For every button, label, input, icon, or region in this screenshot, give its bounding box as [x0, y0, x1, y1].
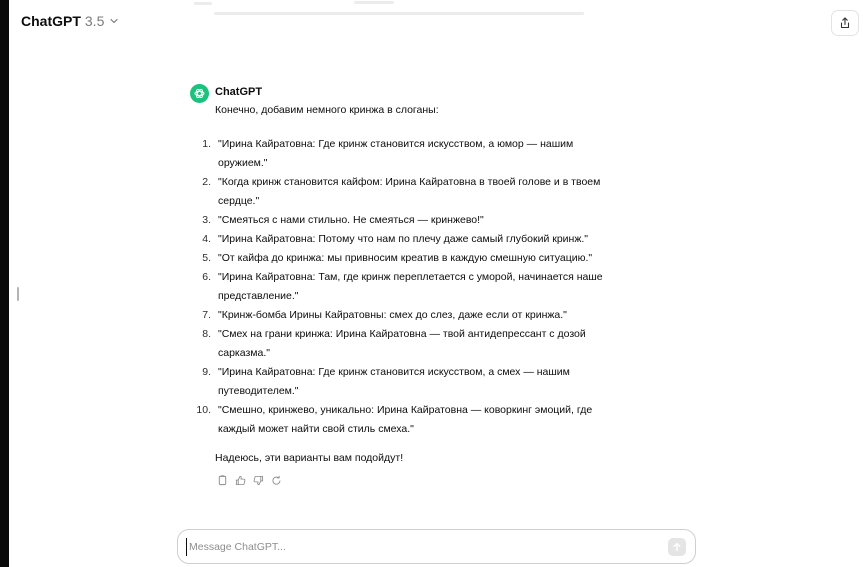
list-item-number: 4. [202, 233, 211, 245]
list-item-number: 6. [202, 271, 211, 283]
list-item-number: 1. [202, 138, 211, 150]
message-intro: Конечно, добавим немного кринжа в слоганы: [215, 104, 439, 116]
scrolled-content-fade [184, 0, 604, 18]
list-item [190, 249, 630, 268]
share-icon [839, 17, 851, 29]
list-item-number: 10. [196, 404, 211, 416]
list-item-number: 7. [202, 309, 211, 321]
list-item-text: "Смешно, кринжево, уникально: Ирина Кайратовна — коворкинг эмоций, где каждый может найти свой стиль смеха." [218, 404, 593, 435]
model-name: ChatGPT [21, 13, 81, 29]
thumbs-up-icon [235, 475, 246, 486]
list-item-text: "Ирина Кайратовна: Где кринж становится искусством, а юмор — нашим оружием." [218, 138, 574, 169]
message-actions [216, 474, 282, 486]
chevron-down-icon [109, 16, 119, 26]
list-item-number: 3. [202, 214, 211, 226]
arrow-up-icon [672, 542, 682, 552]
message-composer [177, 529, 696, 564]
list-item [190, 268, 630, 306]
message-outro: Надеюсь, эти варианты вам подойдут! [215, 452, 404, 464]
list-item-text: "Когда кринж становится кайфом: Ирина Кайратовна в твоей голове и в твоем сердце." [218, 176, 601, 207]
thumbs-down-icon [253, 475, 264, 486]
list-item [190, 173, 630, 211]
chatgpt-avatar [190, 84, 209, 103]
copy-icon [217, 475, 228, 486]
list-item-text: "Ирина Кайратовна: Там, где кринж переплетается с уморой, начинается наше представление." [218, 271, 603, 302]
list-item-text: "От кайфа до кринжа: мы привносим креатив в каждую смешную ситуацию." [218, 252, 593, 264]
list-item-number: 2. [202, 176, 211, 188]
thumbs-down-button[interactable] [252, 474, 264, 486]
list-item-text: "Кринж-бомба Ирины Кайратовны: смех до слез, даже если от кринжа." [218, 309, 567, 321]
list-item [190, 211, 630, 230]
list-item-number: 9. [202, 366, 211, 378]
share-button[interactable] [831, 10, 859, 36]
sidebar-toggle-handle[interactable] [17, 287, 19, 301]
list-item [190, 135, 630, 173]
list-item-text: "Ирина Кайратовна: Потому что нам по плечу даже самый глубокий кринж." [218, 233, 588, 245]
send-button[interactable] [668, 538, 686, 556]
list-item [190, 230, 630, 249]
list-item-text: "Смех на грани кринжа: Ирина Кайратовна — твой антидепрессант с дозой сарказма." [218, 328, 586, 359]
regenerate-button[interactable] [270, 474, 282, 486]
thumbs-up-button[interactable] [234, 474, 246, 486]
header [9, 0, 863, 44]
list-item [190, 401, 630, 439]
list-item-text: "Ирина Кайратовна: Где кринж становится искусством, а смех — нашим путеводителем." [218, 366, 570, 397]
message-input[interactable] [186, 538, 659, 556]
model-version: 3.5 [84, 13, 105, 29]
openai-logo-icon [193, 87, 206, 100]
list-item-text: "Смеяться с нами стильно. Не смеяться — кринжево!" [218, 214, 484, 226]
slogan-list [190, 135, 630, 439]
model-switcher[interactable] [21, 13, 119, 29]
list-item-number: 5. [202, 252, 211, 264]
list-item [190, 325, 630, 363]
regenerate-icon [271, 475, 282, 486]
sidebar-edge [0, 0, 9, 567]
list-item [190, 306, 630, 325]
list-item-number: 8. [202, 328, 211, 340]
message-author: ChatGPT [215, 86, 263, 98]
list-item [190, 363, 630, 401]
copy-button[interactable] [216, 474, 228, 486]
